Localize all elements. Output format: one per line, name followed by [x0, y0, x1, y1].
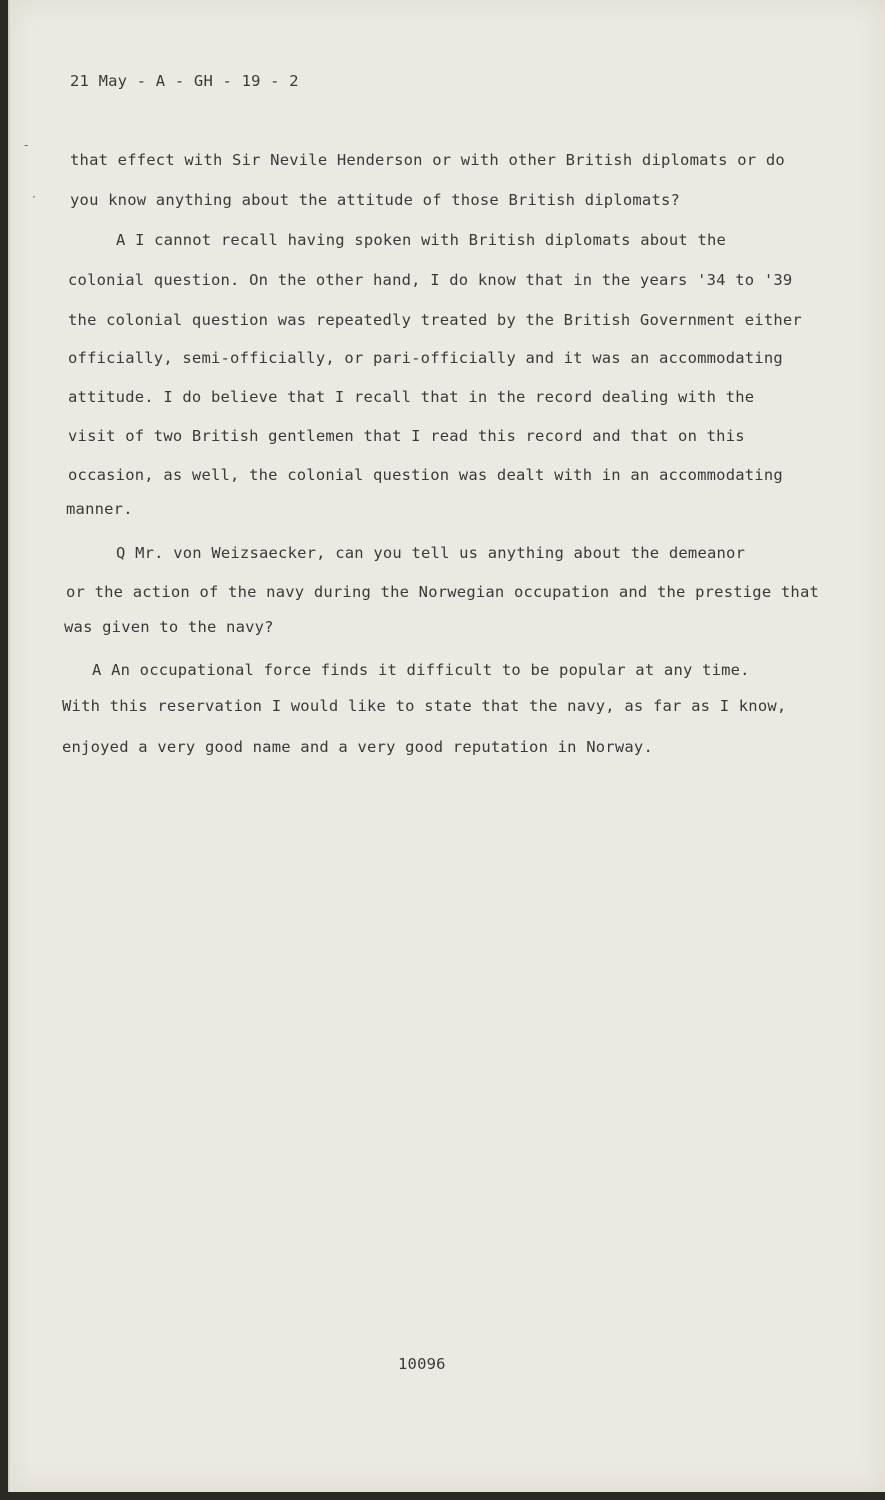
document-page — [8, 0, 885, 1492]
text-line: Q Mr. von Weizsaecker, can you tell us anything about the demeanor — [116, 544, 746, 562]
margin-mark: · — [32, 190, 36, 204]
text-line: occasion, as well, the colonial question was dealt with in an accommodating — [68, 466, 783, 484]
text-line: A An occupational force finds it difficult to be popular at any time. — [92, 661, 750, 679]
page-number: 10096 — [398, 1355, 446, 1373]
text-line: A I cannot recall having spoken with British diplomats about the — [116, 231, 727, 249]
document-header: 21 May - A - GH - 19 - 2 — [70, 72, 299, 90]
text-line: visit of two British gentlemen that I read this record and that on this — [68, 427, 745, 445]
text-line: or the action of the navy during the Norwegian occupation and the prestige that — [66, 583, 820, 601]
text-line: you know anything about the attitude of those British diplomats? — [70, 191, 681, 209]
text-line: officially, semi-officially, or pari-officially and it was an accommodating — [68, 349, 783, 367]
page-edge — [8, 0, 12, 1492]
text-line: attitude. I do believe that I recall that in the record dealing with the — [68, 388, 755, 406]
text-line: manner. — [66, 500, 133, 518]
text-line: enjoyed a very good name and a very good reputation in Norway. — [62, 738, 653, 756]
text-line: that effect with Sir Nevile Henderson or with other British diplomats or do — [70, 151, 785, 169]
text-line: the colonial question was repeatedly treated by the British Government either — [68, 311, 802, 329]
text-line: colonial question. On the other hand, I do know that in the years '34 to '39 — [68, 271, 793, 289]
margin-mark: - — [24, 138, 29, 152]
text-line: was given to the navy? — [64, 618, 274, 636]
text-line: With this reservation I would like to state that the navy, as far as I know, — [62, 697, 787, 715]
